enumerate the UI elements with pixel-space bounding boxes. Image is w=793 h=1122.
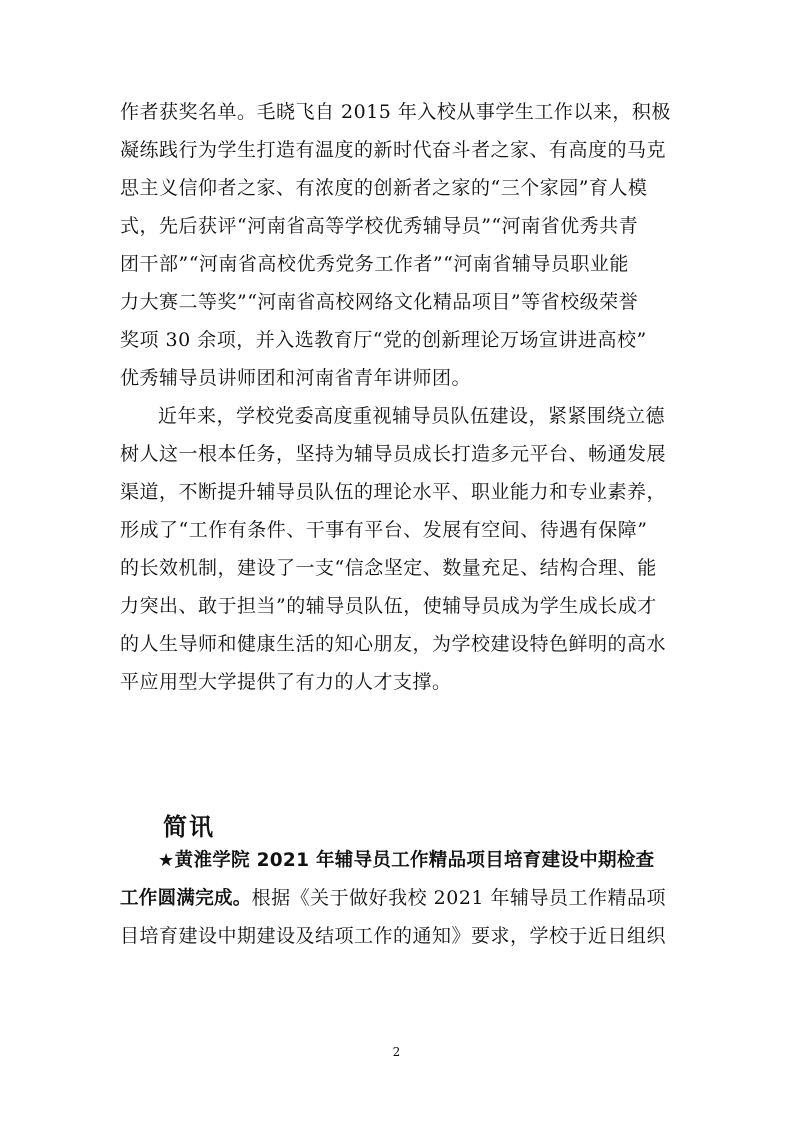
star-icon: ★	[158, 850, 175, 871]
text-line: 渠道，不断提升辅导员队伍的理论水平、职业能力和专业素养，	[120, 481, 667, 503]
text-line: 凝练践行为学生打造有温度的新时代奋斗者之家、有高度的马克	[120, 139, 667, 161]
text-line: 奖项 30 余项，并入选教育厅“党的创新理论万场宣讲进高校”	[120, 329, 647, 351]
section-heading: 简讯	[163, 812, 215, 841]
brief-line	[120, 886, 666, 911]
text-line: 目培育建设中期建设及结项工作的通知》要求，学校于近日组织	[120, 925, 667, 947]
brief-title-line	[158, 848, 654, 873]
brief-title-end: 工作圆满完成。	[120, 888, 252, 909]
text-line: 形成了“工作有条件、干事有平台、发展有空间、待遇有保障”	[120, 519, 648, 541]
text-line: 平应用型大学提供了有力的人才支撑。	[120, 671, 452, 693]
text-line: 式，先后获评“河南省高等学校优秀辅导员”“河南省优秀共青	[120, 215, 639, 237]
text-line: 力大赛二等奖”“河南省高校网络文化精品项目”等省校级荣誉	[120, 291, 639, 313]
text-line: 团干部”“河南省高校优秀党务工作者”“河南省辅导员职业能	[120, 253, 629, 275]
text-line: 优秀辅导员讲师团和河南省青年讲师团。	[120, 367, 472, 389]
text-line: 树人这一根本任务，坚持为辅导员成长打造多元平台、畅通发展	[120, 443, 667, 465]
text-line: 思主义信仰者之家、有浓度的创新者之家的“三个家园”育人模	[120, 177, 648, 199]
text-line: 的长效机制，建设了一支“信念坚定、数量充足、结构合理、能	[120, 557, 657, 579]
text-line: 作者获奖名单。毛晓飞自 2015 年入校从事学生工作以来，积极	[120, 101, 671, 123]
page-number: 2	[392, 1045, 401, 1059]
brief-title: 黄淮学院 2021 年辅导员工作精品项目培育建设中期检查	[174, 850, 655, 871]
text-line: 近年来，学校党委高度重视辅导员队伍建设，紧紧围绕立德	[158, 405, 666, 427]
text-line: 力突出、敢于担当”的辅导员队伍，使辅导员成为学生成长成才	[120, 595, 657, 617]
text-line: 的人生导师和健康生活的知心朋友，为学校建设特色鲜明的高水	[120, 633, 667, 655]
brief-body: 根据《关于做好我校 2021 年辅导员工作精品项	[251, 887, 667, 909]
